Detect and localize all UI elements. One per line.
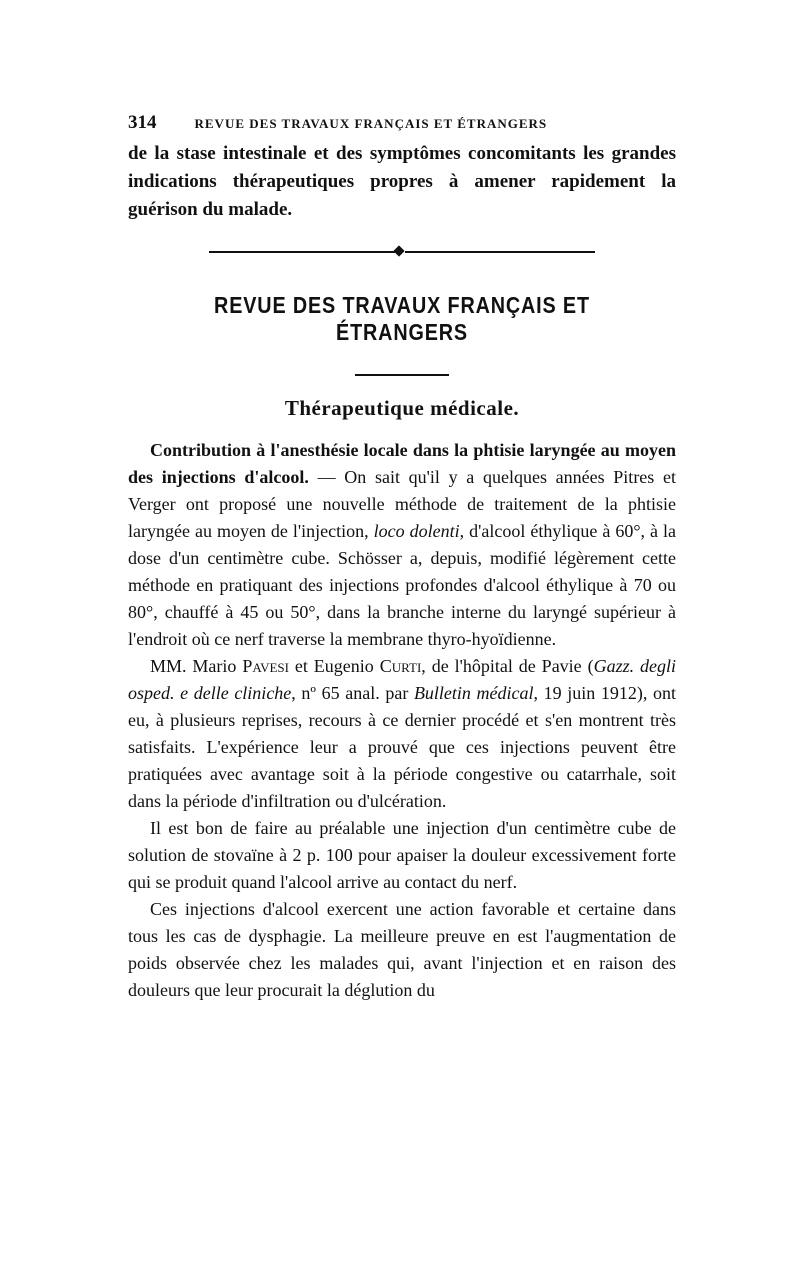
article-paragraph-1 [128, 437, 676, 653]
italic-term: loco dolenti [373, 521, 460, 541]
ornamental-divider [209, 246, 595, 258]
journal-title: Gazz. degli osped. e delle cliniche [128, 656, 677, 703]
page-number: 314 [128, 112, 157, 133]
intro-paragraph: de la stase intestinale et des symptômes concomitants les grandes indications thérapeutiques propres à amener rapidement la guérison du malade. [128, 143, 676, 220]
text-run: , nº 65 anal. par [291, 683, 414, 703]
article-paragraph-4: Ces injections d'alcool exercent une action favorable et certaine dans tous les cas de dysphagie. La meilleure preuve en est l'augmentation de poids observée chez les malades qui, avant l'injection et en raison des douleurs que leur procurait la déglution du [128, 899, 676, 1000]
text-run: MM. Mario [150, 656, 243, 676]
divider-line-right [405, 251, 595, 253]
journal-title: Bulletin médical [413, 683, 534, 703]
text-run: , 19 juin 1912), ont eu, à plusieurs reprises, recours à ce dernier procédé et s'en montrent très satisfaits. L'expérience leur a prouvé que ces injections peuvent être pratiquées avec avantage soit à la période congestive ou catarrhale, soit dans la période d'infiltration ou d'ulcération. [128, 683, 677, 811]
article-paragraph-3: Il est bon de faire au préalable une injection d'un centimètre cube de solution de stovaïne à 2 p. 100 pour apaiser la douleur excessivement forte qui se produit quand l'alcool arrive au contact du nerf. [128, 818, 676, 892]
text-run: — On sait qu'il y a quelques années Pitres et Verger ont proposé une nouvelle méthode de traitement de la phtisie laryngée au moyen de l'injection, [128, 467, 676, 541]
running-header [128, 112, 676, 140]
article-paragraph-2 [128, 653, 676, 815]
diamond-icon [393, 245, 404, 256]
text-run: , d'alcool éthylique à 60°, à la dose d'un centimètre cube. Schösser a, depuis, modifié légèrement cette méthode en pratiquant des injections profondes d'alcool éthylique à 70 ou 80°, chauffé à 45 ou 50°, dans la branche interne du laryngé supérieur à l'endroit où ce nerf traverse la membrane thyro-hyoïdienne. [128, 521, 676, 649]
author-name: Pavesi [242, 656, 289, 676]
author-name: Curti [379, 656, 422, 676]
article [128, 437, 676, 1004]
divider-line-left [209, 251, 395, 253]
section-title: REVUE DES TRAVAUX FRANÇAIS ET ÉTRANGERS [214, 292, 590, 345]
text-run: , de l'hôpital de Pavie ( [421, 656, 594, 676]
article-title: Contribution à l'anesthésie locale dans la phtisie laryngée au moyen des injections d'alcool. [128, 440, 676, 487]
section-rule [355, 374, 449, 376]
subsection-title: Thérapeutique médicale. [284, 396, 520, 420]
running-title: REVUE DES TRAVAUX FRANÇAIS ET ÉTRANGERS [194, 116, 548, 131]
page [128, 112, 676, 1004]
text-run: et Eugenio [288, 656, 380, 676]
